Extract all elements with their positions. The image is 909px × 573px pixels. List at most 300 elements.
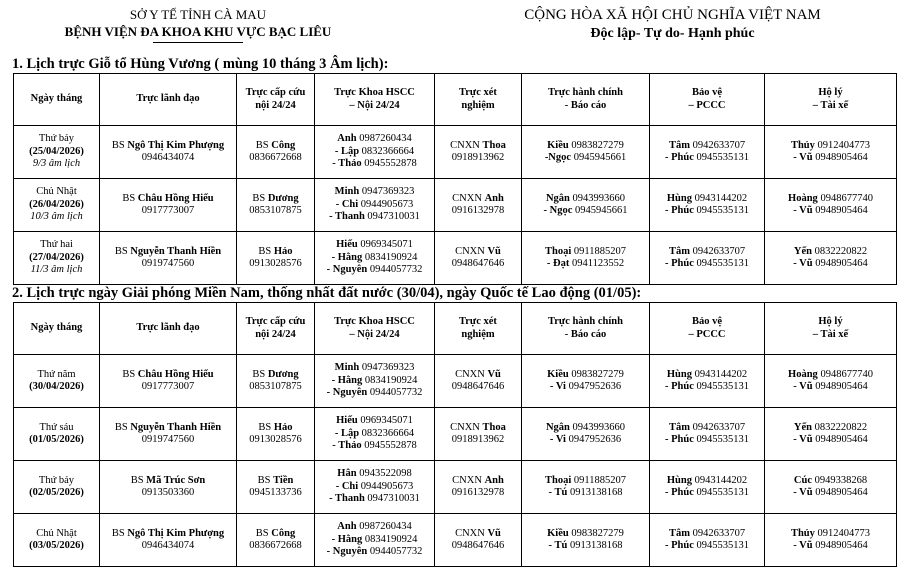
- person-name: - Phúc: [665, 540, 694, 551]
- column-header-line: nghiệm: [461, 328, 495, 340]
- cell-line: [102, 193, 234, 206]
- title-prefix: CNXN: [455, 527, 488, 539]
- column-header: [435, 74, 522, 126]
- cell-line: [437, 422, 519, 435]
- cell-line: [524, 246, 647, 259]
- hscc-cell: [315, 355, 435, 408]
- table-row: [14, 514, 897, 567]
- phone-number: 0941123552: [569, 258, 625, 269]
- cell-line: [652, 540, 762, 553]
- phone-number: 0832220822: [811, 245, 868, 257]
- column-header-line: Trực cấp cứu: [245, 87, 306, 98]
- phone-number: 0945535131: [693, 434, 749, 445]
- phone-number: 0913028576: [249, 434, 302, 445]
- cell-line: [317, 534, 432, 547]
- person-name: Hoàng: [788, 368, 818, 380]
- cell-line: [239, 475, 312, 488]
- phone-number: 0836672668: [249, 152, 302, 163]
- phone-number: 0945535131: [693, 487, 749, 498]
- cell-line: [767, 528, 894, 541]
- leader-cell: [100, 461, 237, 514]
- driver-cell: [765, 408, 897, 461]
- person-name: Hảo: [273, 421, 293, 433]
- cell-line: [524, 381, 647, 394]
- hospital-name: BỆNH VIỆN ĐA KHOA KHU VỰC BẠC LIÊU: [64, 24, 332, 39]
- cell-line: [524, 540, 647, 553]
- title-prefix: BS: [252, 368, 268, 380]
- cell-line: [652, 246, 762, 259]
- column-header: [315, 74, 435, 126]
- weekday: Thứ sáu: [39, 421, 74, 433]
- column-header-line: Bảo vệ: [691, 316, 723, 327]
- title-prefix: BS: [255, 139, 272, 151]
- column-header-line: – Tài xế: [812, 99, 849, 111]
- person-name: Yến: [793, 421, 812, 433]
- person-name: Vũ: [487, 368, 501, 380]
- phone-number: 0944057732: [367, 546, 423, 558]
- hscc-cell: [315, 461, 435, 514]
- cell-line: [317, 133, 432, 146]
- column-header: [315, 303, 435, 355]
- security-cell: [650, 514, 765, 567]
- cell-line: [102, 369, 234, 382]
- cell-line: [317, 440, 432, 453]
- hscc-cell: [315, 232, 435, 285]
- column-header-line: Trực Khoa HSCC: [334, 316, 415, 327]
- person-name: - Vũ: [793, 434, 813, 445]
- person-name: Hùng: [666, 474, 692, 486]
- cell-line: [652, 528, 762, 541]
- cell-line: [524, 152, 647, 165]
- cell-line: [437, 475, 519, 488]
- cell-line: [239, 193, 312, 206]
- column-header: [237, 303, 315, 355]
- phone-number: 0946434074: [141, 152, 195, 163]
- cell-line: [524, 487, 647, 500]
- person-name: Minh: [334, 186, 360, 198]
- person-name: - Vũ: [793, 258, 813, 269]
- person-name: Kiều: [547, 527, 569, 539]
- person-name: - Thanh: [329, 493, 365, 505]
- phone-number: 0945945661: [572, 205, 628, 216]
- agency-header: [48, 6, 348, 43]
- table-row: [14, 408, 897, 461]
- column-header-line: Trực lãnh đạo: [136, 322, 200, 334]
- person-name: Ngô Thị Kim Phượng: [127, 527, 225, 539]
- weekday: Chủ Nhật: [36, 527, 77, 539]
- phone-number: 0944057732: [367, 387, 423, 399]
- phone-number: 0948905464: [812, 487, 868, 498]
- phone-number: 0944905673: [358, 198, 414, 210]
- person-name: Vũ: [487, 245, 501, 257]
- person-name: Thoại: [544, 474, 572, 486]
- phone-number: 0948647646: [451, 258, 505, 269]
- cell-line: [317, 428, 432, 441]
- person-name: - Hằng: [331, 374, 363, 386]
- phone-number: 0948905464: [812, 540, 868, 551]
- person-name: - Hằng: [331, 533, 363, 545]
- admin-cell: [522, 514, 650, 567]
- person-name: Kiều: [547, 139, 569, 151]
- person-name: - Tú: [548, 487, 568, 498]
- phone-number: 0943993660: [569, 192, 626, 204]
- person-name: - Phúc: [665, 152, 694, 163]
- phone-number: 0942633707: [689, 139, 746, 151]
- column-header-line: Trực xét: [459, 316, 497, 327]
- cell-line: [652, 487, 762, 500]
- phone-number: 0945535131: [693, 205, 749, 216]
- er-cell: [237, 179, 315, 232]
- column-header-line: nghiệm: [461, 99, 495, 111]
- person-name: Ngô Thị Kim Phượng: [127, 139, 225, 151]
- cell-line: [767, 369, 894, 382]
- person-name: Nguyễn Thanh Hiền: [130, 421, 222, 433]
- phone-number: 0912404773: [814, 527, 871, 539]
- person-name: Cúc: [793, 474, 812, 486]
- cell-line: [524, 422, 647, 435]
- lab-cell: [435, 355, 522, 408]
- phone-number: 0948677740: [817, 368, 873, 380]
- cell-line: [767, 140, 894, 153]
- phone-number: 0836672668: [249, 540, 302, 551]
- person-name: - Nguyên: [326, 387, 368, 399]
- column-header: [765, 74, 897, 126]
- person-name: Hoàng: [788, 192, 818, 204]
- weekday: Thứ hai: [40, 239, 73, 251]
- phone-number: 0944057732: [367, 264, 423, 276]
- phone-number: 0913138168: [567, 540, 623, 551]
- admin-cell: [522, 232, 650, 285]
- column-header-line: Hộ lý: [818, 316, 843, 327]
- person-name: Châu Hồng Hiếu: [137, 192, 214, 204]
- cell-line: [437, 528, 519, 541]
- person-name: - Chi: [335, 198, 359, 210]
- cell-line: [652, 369, 762, 382]
- cell-line: [317, 481, 432, 494]
- person-name: Mã Trúc Sơn: [146, 474, 206, 486]
- phone-number: 0948677740: [817, 192, 873, 204]
- column-header-line: – Nội 24/24: [349, 328, 400, 340]
- driver-cell: [765, 179, 897, 232]
- phone-number: 0913503360: [141, 487, 195, 498]
- cell-line: [317, 387, 432, 400]
- admin-cell: [522, 126, 650, 179]
- phone-number: 0945552878: [361, 158, 417, 170]
- cell-line: [317, 521, 432, 534]
- driver-cell: [765, 355, 897, 408]
- table-header-row: [14, 74, 897, 126]
- cell-line: [652, 434, 762, 447]
- admin-cell: [522, 408, 650, 461]
- cell-line: [524, 205, 647, 218]
- title-prefix: CNXN: [452, 474, 485, 486]
- cell-line: [767, 422, 894, 435]
- section1-title: 1. Lịch trực Giỗ tổ Hùng Vương ( mùng 10 tháng 3 Âm lịch):: [12, 56, 389, 72]
- column-header-line: – PCCC: [688, 328, 726, 340]
- person-name: Châu Hồng Hiếu: [137, 368, 214, 380]
- title-prefix: BS: [130, 474, 147, 486]
- column-header: [765, 303, 897, 355]
- cell-line: [767, 193, 894, 206]
- phone-number: 0916132978: [451, 487, 505, 498]
- phone-number: 0946434074: [141, 540, 195, 551]
- phone-number: 0832366664: [359, 145, 415, 157]
- person-name: Tâm: [668, 139, 690, 151]
- person-name: - Thảo: [332, 440, 362, 452]
- column-header-line: Ngày tháng: [30, 322, 83, 334]
- cell-line: [437, 193, 519, 206]
- person-name: Nguyễn Thanh Hiền: [130, 245, 222, 257]
- phone-number: 0947369323: [359, 362, 415, 374]
- cell-line: [437, 140, 519, 153]
- person-name: Thủy: [790, 139, 815, 151]
- cell-line: [652, 381, 762, 394]
- cell-line: [524, 140, 647, 153]
- phone-number: 0969345071: [357, 239, 413, 251]
- person-name: - Vũ: [793, 487, 813, 498]
- cell-line: [317, 199, 432, 212]
- phone-number: 0947369323: [359, 186, 415, 198]
- lab-cell: [435, 232, 522, 285]
- lunar-date: 10/3 âm lịch: [30, 211, 83, 223]
- phone-number: 0944905673: [358, 480, 414, 492]
- column-header: [14, 303, 100, 355]
- hscc-cell: [315, 408, 435, 461]
- title-prefix: BS: [258, 421, 274, 433]
- cell-line: [102, 140, 234, 153]
- weekday: Thứ năm: [37, 368, 76, 380]
- phone-number: 0945133736: [249, 487, 302, 498]
- date: (25/04/2026): [29, 145, 84, 157]
- cell-line: [524, 528, 647, 541]
- cell-line: [317, 362, 432, 375]
- duty-table-1: [13, 73, 897, 285]
- title-prefix: BS: [111, 139, 128, 151]
- column-header-line: Trực Khoa HSCC: [334, 87, 415, 98]
- er-cell: [237, 232, 315, 285]
- phone-number: 0943993660: [569, 421, 626, 433]
- phone-number: 0948905464: [812, 152, 868, 163]
- phone-number: 0948647646: [451, 540, 505, 551]
- person-name: - Vi: [549, 434, 566, 445]
- lunar-date: 9/3 âm lịch: [32, 158, 81, 170]
- person-name: - Phúc: [665, 205, 694, 216]
- lab-cell: [435, 179, 522, 232]
- title-prefix: CNXN: [450, 139, 483, 151]
- date-cell: [14, 179, 100, 232]
- title-prefix: BS: [122, 192, 138, 204]
- cell-line: [102, 422, 234, 435]
- date: (30/04/2026): [29, 381, 84, 392]
- phone-number: 0916132978: [451, 205, 505, 216]
- hscc-cell: [315, 514, 435, 567]
- phone-number: 0919747560: [141, 434, 195, 445]
- phone-number: 0945535131: [693, 152, 749, 163]
- person-name: Hân: [337, 468, 357, 480]
- date-cell: [14, 355, 100, 408]
- person-name: Yến: [793, 245, 812, 257]
- person-name: Kiều: [547, 368, 569, 380]
- phone-number: 0948905464: [812, 205, 868, 216]
- cell-line: [317, 158, 432, 171]
- er-cell: [237, 461, 315, 514]
- phone-number: 0943144202: [691, 368, 748, 380]
- person-name: Vũ: [487, 527, 501, 539]
- column-header-line: – PCCC: [688, 99, 726, 111]
- person-name: Dương: [267, 368, 299, 380]
- cell-line: [524, 193, 647, 206]
- person-name: - Lập: [334, 427, 360, 439]
- cell-line: [317, 239, 432, 252]
- person-name: Hùng: [666, 192, 692, 204]
- column-header: [14, 74, 100, 126]
- phone-number: 0918913962: [451, 434, 505, 445]
- person-name: Hiếu: [336, 239, 358, 251]
- cell-line: [317, 468, 432, 481]
- column-header: [522, 74, 650, 126]
- column-header-line: - Báo cáo: [564, 328, 607, 340]
- phone-number: 0942633707: [689, 421, 746, 433]
- title-prefix: CNXN: [455, 368, 488, 380]
- cell-line: [317, 186, 432, 199]
- cell-line: [239, 140, 312, 153]
- cell-line: [524, 434, 647, 447]
- weekday: Thứ bảy: [38, 474, 75, 486]
- security-cell: [650, 179, 765, 232]
- security-cell: [650, 461, 765, 514]
- column-header-line: Trực xét: [459, 87, 497, 98]
- phone-number: 0943522098: [356, 468, 412, 480]
- phone-number: 0945552878: [361, 440, 417, 452]
- column-header-line: Trực lãnh đạo: [136, 93, 200, 105]
- person-name: - Phúc: [665, 381, 694, 392]
- phone-number: 0947952636: [565, 434, 622, 445]
- date-cell: [14, 232, 100, 285]
- title-prefix: BS: [255, 527, 272, 539]
- leader-cell: [100, 514, 237, 567]
- phone-number: 0945945661: [571, 152, 627, 163]
- lab-cell: [435, 461, 522, 514]
- title-prefix: BS: [252, 192, 268, 204]
- cell-line: [767, 475, 894, 488]
- person-name: Minh: [334, 362, 360, 374]
- phone-number: 0947310031: [364, 211, 420, 223]
- cell-line: [437, 246, 519, 259]
- person-name: - Nguyên: [326, 546, 368, 558]
- person-name: - Vũ: [793, 381, 813, 392]
- lab-cell: [435, 126, 522, 179]
- person-name: Dương: [267, 192, 299, 204]
- column-header-line: Hộ lý: [818, 87, 843, 98]
- cell-line: [524, 258, 647, 271]
- column-header-line: – Tài xế: [812, 328, 849, 340]
- phone-number: 0948905464: [812, 381, 868, 392]
- date-cell: [14, 408, 100, 461]
- column-header-line: - Báo cáo: [564, 99, 607, 111]
- cell-line: [652, 422, 762, 435]
- table-header-row: [14, 303, 897, 355]
- cell-line: [317, 493, 432, 506]
- table-row: [14, 461, 897, 514]
- phone-number: 0917773007: [141, 205, 195, 216]
- person-name: - Tú: [548, 540, 568, 551]
- phone-number: 0834190924: [362, 374, 418, 386]
- cell-line: [102, 475, 234, 488]
- column-header-line: Trực hành chính: [548, 87, 623, 98]
- date: (02/05/2026): [29, 487, 84, 498]
- cell-line: [317, 415, 432, 428]
- cell-line: [767, 487, 894, 500]
- table-row: [14, 179, 897, 232]
- admin-cell: [522, 461, 650, 514]
- cell-line: [317, 252, 432, 265]
- person-name: Tâm: [668, 421, 690, 433]
- cell-line: [767, 258, 894, 271]
- driver-cell: [765, 514, 897, 567]
- driver-cell: [765, 232, 897, 285]
- person-name: Hảo: [273, 245, 293, 257]
- cell-line: [767, 152, 894, 165]
- cell-line: [652, 140, 762, 153]
- column-header-line: Trực hành chính: [548, 316, 623, 327]
- title-prefix: CNXN: [450, 421, 483, 433]
- person-name: Anh: [337, 133, 357, 145]
- cell-line: [239, 369, 312, 382]
- person-name: - Vi: [549, 381, 566, 392]
- security-cell: [650, 232, 765, 285]
- department-name: SỞ Y TẾ TỈNH CÀ MAU: [129, 7, 267, 22]
- cell-line: [317, 211, 432, 224]
- phone-number: 0943144202: [691, 192, 748, 204]
- er-cell: [237, 355, 315, 408]
- admin-cell: [522, 355, 650, 408]
- person-name: - Nguyên: [326, 264, 368, 276]
- driver-cell: [765, 461, 897, 514]
- phone-number: 0942633707: [689, 527, 746, 539]
- security-cell: [650, 355, 765, 408]
- column-header: [100, 74, 237, 126]
- phone-number: 0942633707: [689, 245, 746, 257]
- phone-number: 0911885207: [571, 245, 626, 257]
- phone-number: 0949338268: [811, 474, 868, 486]
- phone-number: 0919747560: [141, 258, 195, 269]
- phone-number: 0945535131: [693, 381, 749, 392]
- column-header: [435, 303, 522, 355]
- title-prefix: BS: [114, 421, 131, 433]
- phone-number: 0832220822: [811, 421, 868, 433]
- cell-line: [767, 205, 894, 218]
- column-header: [237, 74, 315, 126]
- cell-line: [767, 381, 894, 394]
- lunar-date: 11/3 âm lịch: [30, 264, 83, 276]
- phone-number: 0943144202: [691, 474, 748, 486]
- hscc-cell: [315, 179, 435, 232]
- er-cell: [237, 408, 315, 461]
- phone-number: 0917773007: [141, 381, 195, 392]
- cell-line: [317, 375, 432, 388]
- weekday: Thứ bảy: [38, 133, 75, 145]
- phone-number: 0947310031: [364, 493, 420, 505]
- person-name: Thoại: [544, 245, 572, 257]
- person-name: Tâm: [668, 527, 690, 539]
- national-title: CỘNG HÒA XÃ HỘI CHỦ NGHĨA VIỆT NAM: [524, 7, 821, 23]
- person-name: Tiền: [273, 474, 294, 486]
- driver-cell: [765, 126, 897, 179]
- cell-line: [317, 264, 432, 277]
- phone-number: 0853107875: [249, 205, 302, 216]
- date: (27/04/2026): [29, 251, 84, 263]
- person-name: - Thanh: [329, 211, 365, 223]
